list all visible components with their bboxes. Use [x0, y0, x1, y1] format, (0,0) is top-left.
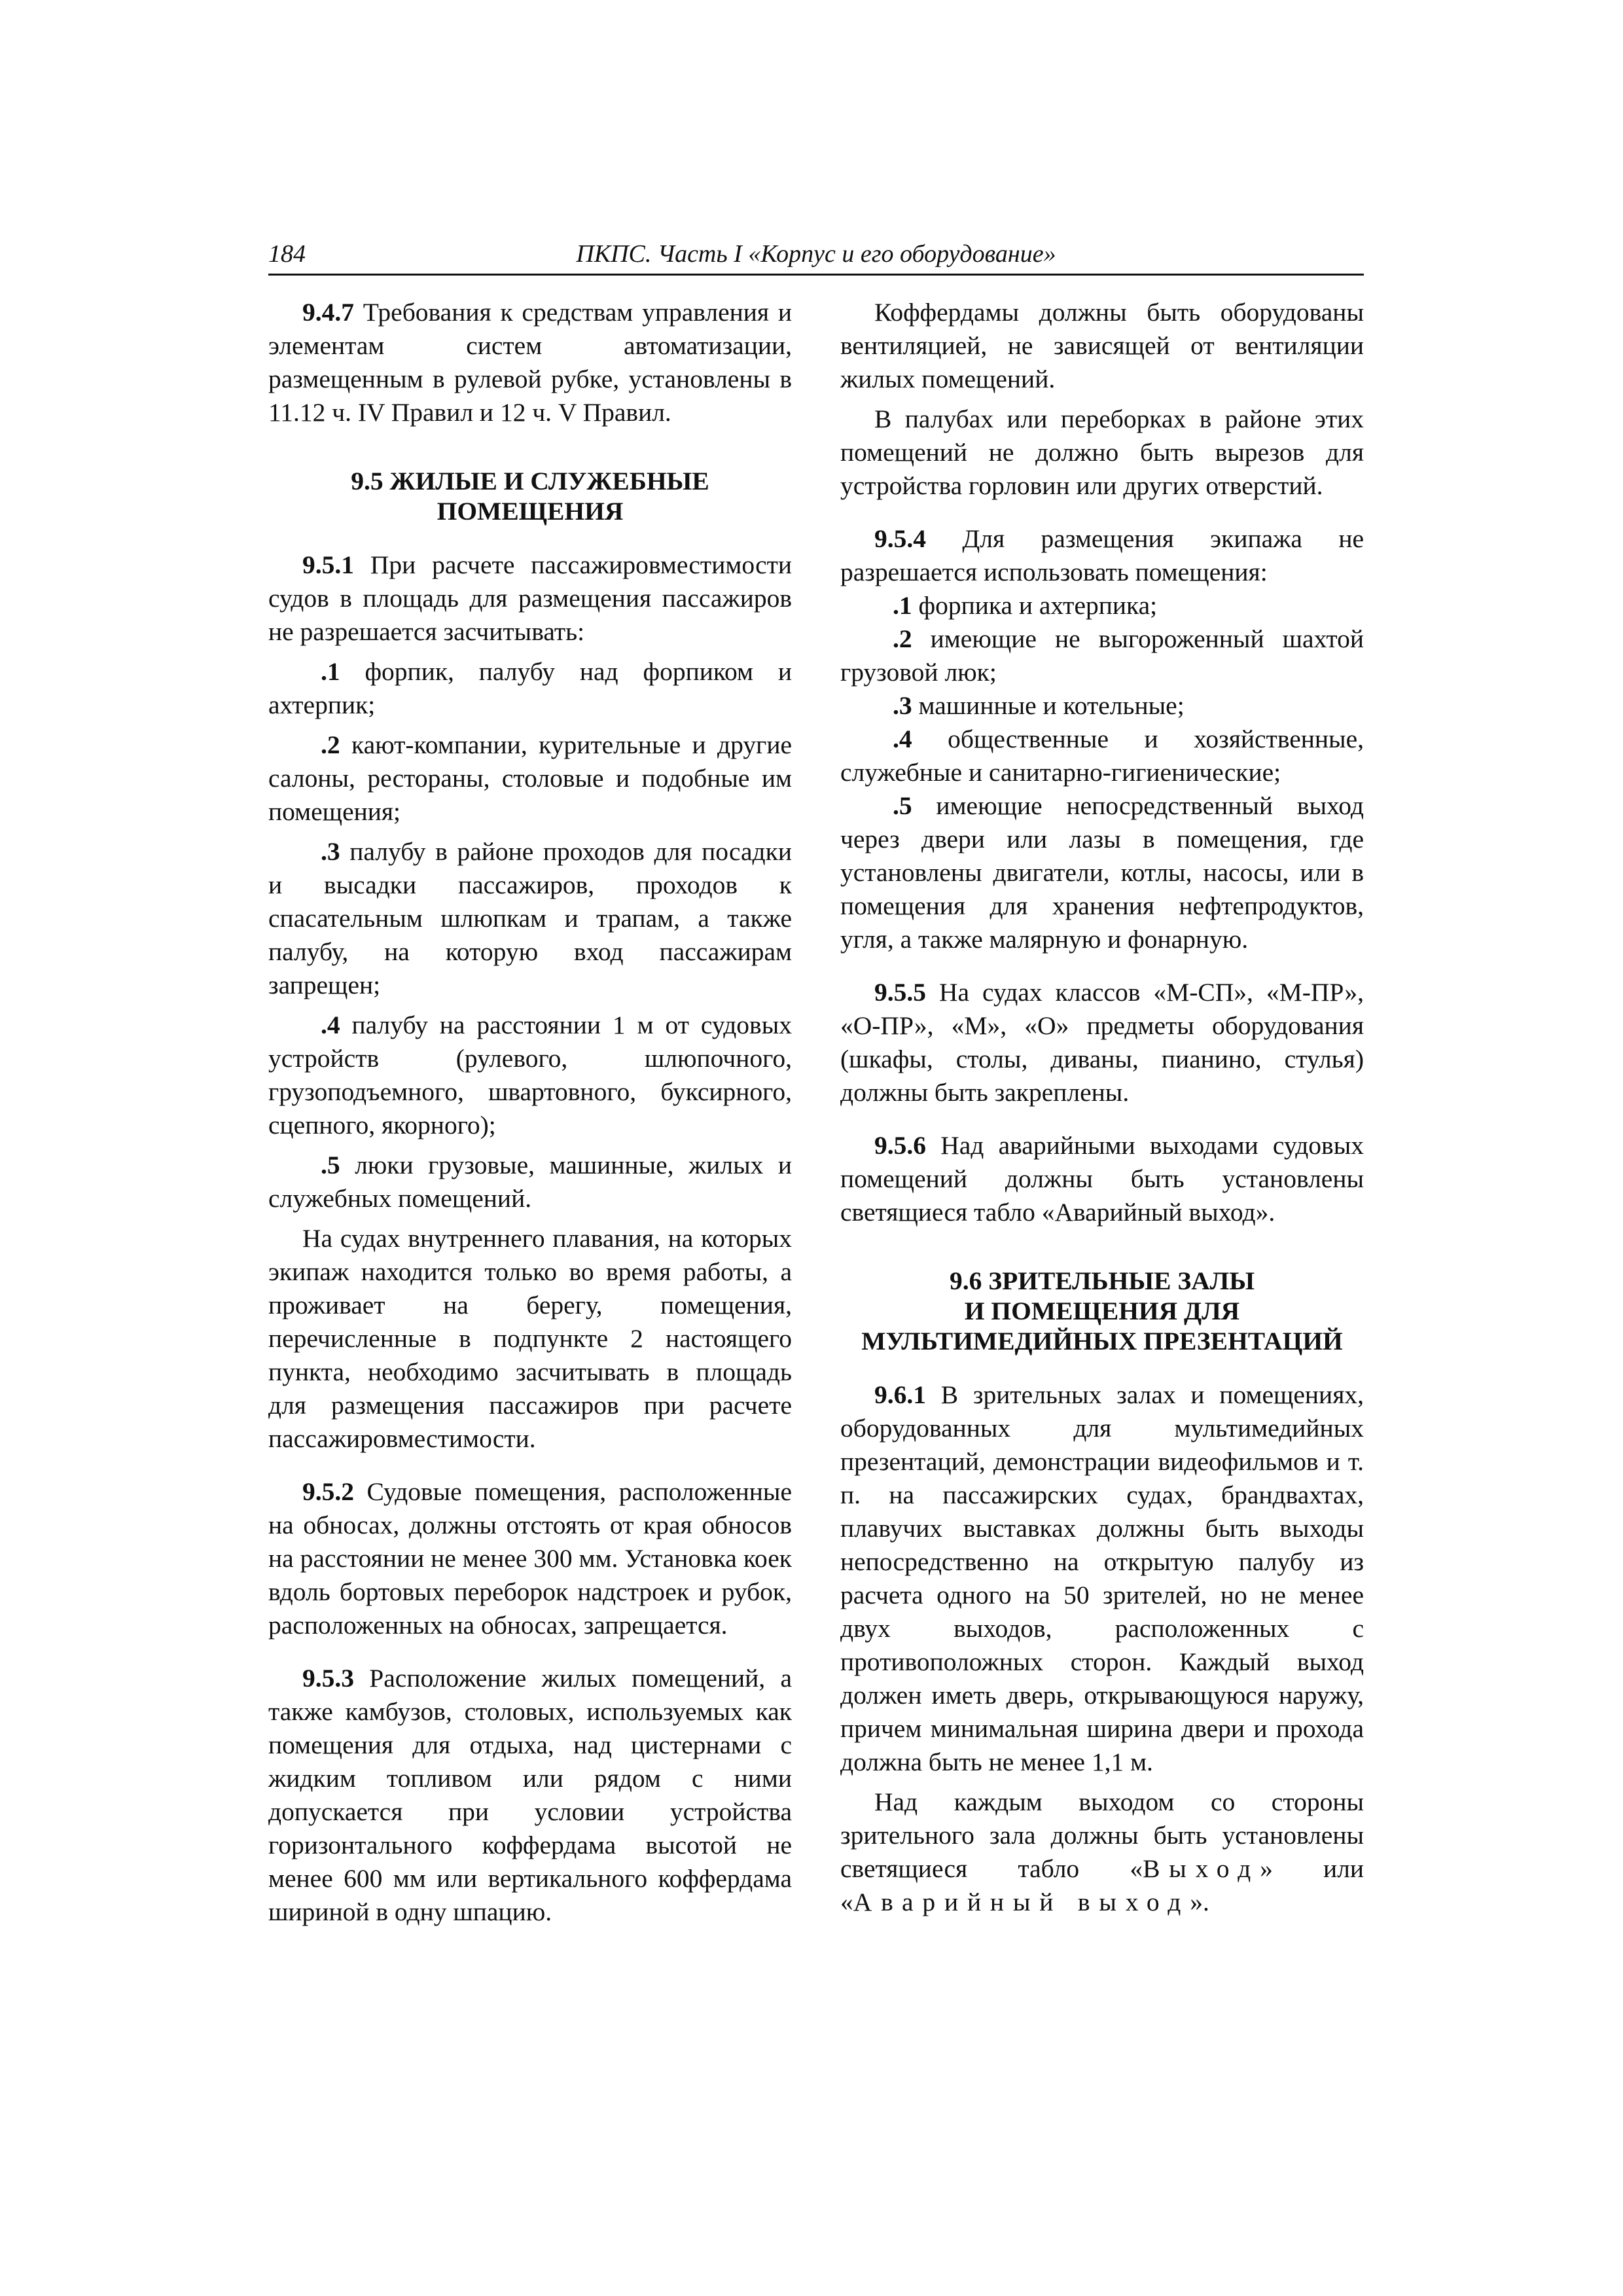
clause-number: 9.5.1 [302, 550, 354, 579]
exit-text: Над каждым выходом со стороны зрительного зала должны быть установлены светящиеся табло « [840, 1787, 1364, 1883]
list-item [840, 689, 1364, 723]
left-column [268, 296, 792, 1929]
item-text: машинные и котельные; [912, 691, 1185, 720]
item-text: форпик, палубу над форпиком и ахтерпик; [268, 657, 792, 719]
clause-number: 9.5.3 [302, 1664, 354, 1693]
item-number: .1 [893, 591, 912, 620]
item-text: люки грузовые, машинные, жилых и служебных помещений. [268, 1151, 792, 1213]
exit-sign-word: Выход [1143, 1854, 1260, 1883]
paragraph-deck-openings: В палубах или переборках в районе этих помещений не должно быть вырезов для устройства горловин или других отверстий. [840, 404, 1364, 500]
paragraph-9-6-1 [840, 1378, 1364, 1779]
exit-text: ». [1190, 1888, 1209, 1916]
heading-line: ПОМЕЩЕНИЯ [437, 497, 624, 526]
item-number: .2 [893, 624, 912, 653]
clause-text: Судовые помещения, расположенные на обносах, должны отстоять от края обносов на расстоянии не менее 300 мм. Установка коек вдоль бортовых переборок надстроек и рубок, расположенных на обносах, запрещается. [268, 1477, 792, 1640]
clause-text: На судах классов «М-СП», «М-ПР», «О-ПР», «М», «О» предметы оборудования (шкафы, столы, диваны, пианино, стулья) должны быть закреплены. [840, 978, 1364, 1107]
item-text: форпика и ахтерпика; [912, 591, 1158, 620]
item-text: палубу на расстоянии 1 м от судовых устройств (рулевого, шлюпочного, грузоподъемного, швартовного, буксирного, сцепного, якорного); [268, 1011, 792, 1139]
paragraph-exit-signs [840, 1785, 1364, 1919]
list-item [840, 622, 1364, 689]
paragraph-9-5-4 [840, 522, 1364, 589]
clause-number: 9.5.2 [302, 1477, 354, 1506]
item-text: общественные и хозяйственные, служебные и санитарно-гигиенические; [840, 725, 1364, 787]
item-number: .4 [893, 725, 912, 753]
page-number: 184 [268, 240, 306, 268]
paragraph-9-4-7 [268, 296, 792, 429]
heading-line: МУЛЬТИМЕДИЙНЫХ ПРЕЗЕНТАЦИЙ [861, 1327, 1343, 1355]
list-item [840, 723, 1364, 789]
paragraph-9-5-5 [840, 976, 1364, 1109]
item-number: .5 [321, 1151, 340, 1179]
item-number: .2 [321, 730, 340, 759]
list-item [840, 789, 1364, 956]
paragraph-9-5-3 [268, 1662, 792, 1929]
paragraph-9-5-6 [840, 1129, 1364, 1229]
paragraph-9-5-2 [268, 1475, 792, 1642]
clause-number: 9.4.7 [302, 298, 354, 327]
list-item [268, 1009, 792, 1142]
item-text: кают-компании, курительные и другие салоны, рестораны, столовые и подобные им помещения; [268, 730, 792, 826]
emergency-exit-sign-word: Аварийный выход [853, 1888, 1190, 1916]
running-title: ПКПС. Часть I «Корпус и его оборудование» [576, 240, 1056, 268]
exit-text: » или « [840, 1854, 1364, 1916]
clause-number: 9.6.1 [874, 1380, 926, 1409]
clause-text: В зрительных залах и помещениях, оборудованных для мультимедийных презентаций, демонстрации видеофильмов и т. п. на пассажирских судах, брандвахтах, плавучих выставках должны быть выходы непосредственно на открытую палубу из расчета одного на 50 зрителей, но не менее двух выходов, расположенных с противоположных сторон. Каждый выход должен иметь дверь, открывающуюся наружу, причем минимальная ширина двери и прохода должна быть не менее 1,1 м. [840, 1380, 1364, 1776]
section-9-6-heading [840, 1266, 1364, 1356]
clause-text: Требования к средствам управления и элементам систем автоматизации, размещенным в рулевой рубке, установлены в 11.12 ч. IV Правил и 12 ч. V Правил. [268, 298, 792, 427]
clause-number: 9.5.6 [874, 1131, 926, 1160]
list-item [268, 1149, 792, 1215]
item-text: палубу в районе проходов для посадки и высадки пассажиров, проходов к спасательным шлюпкам и трапам, а также палубу, на которую вход пассажирам запрещен; [268, 837, 792, 999]
heading-line: 9.6 ЗРИТЕЛЬНЫЕ ЗАЛЫ [950, 1266, 1255, 1295]
item-number: .4 [321, 1011, 340, 1039]
list-item [840, 589, 1364, 622]
document-page [268, 0, 1364, 2296]
clause-number: 9.5.4 [874, 524, 926, 553]
clause-text: Над аварийными выходами судовых помещений должны быть установлены светящиеся табло «Аварийный выход». [840, 1131, 1364, 1227]
list-item [268, 728, 792, 829]
paragraph-cofferdams: Коффердамы должны быть оборудованы вентиляцией, не зависящей от вентиляции жилых помещений. [840, 298, 1364, 393]
heading-line: 9.5 ЖИЛЫЕ И СЛУЖЕБНЫЕ [351, 467, 709, 495]
list-item [268, 835, 792, 1002]
clause-number: 9.5.5 [874, 978, 926, 1007]
item-text: имеющие непосредственный выход через двери или лазы в помещения, где установлены двигатели, котлы, насосы, или в помещения для хранения нефтепродуктов, угля, а также малярную и фонарную. [840, 791, 1364, 954]
clause-text: При расчете пассажировместимости судов в площадь для размещения пассажиров не разрешается засчитывать: [268, 550, 792, 646]
list-item [268, 655, 792, 722]
running-header [268, 237, 1364, 276]
section-9-5-heading [268, 466, 792, 526]
heading-line: И ПОМЕЩЕНИЯ ДЛЯ [964, 1297, 1240, 1325]
item-number: .3 [893, 691, 912, 720]
item-text: имеющие не выгороженный шахтой грузовой люк; [840, 624, 1364, 687]
item-number: .5 [893, 791, 912, 820]
paragraph-9-5-1 [268, 548, 792, 649]
clause-text: Расположение жилых помещений, а также камбузов, столовых, используемых как помещения для отдыха, над цистернами с жидким топливом или рядом с ними допускается при условии устройства горизонтального коффердама высотой не менее 600 мм или вертикального коффердама шириной в одну шпацию. [268, 1664, 792, 1926]
clause-text: Для размещения экипажа не разрешается использовать помещения: [840, 524, 1364, 586]
right-column [840, 296, 1364, 1919]
item-number: .3 [321, 837, 340, 866]
paragraph-inland-vessels: На судах внутреннего плавания, на которых экипаж находится только во время работы, а проживает на берегу, помещения, перечисленные в подпункте 2 настоящего пункта, необходимо засчитывать в площадь для размещения пассажиров при расчете пассажировместимости. [268, 1224, 792, 1453]
item-number: .1 [321, 657, 340, 686]
